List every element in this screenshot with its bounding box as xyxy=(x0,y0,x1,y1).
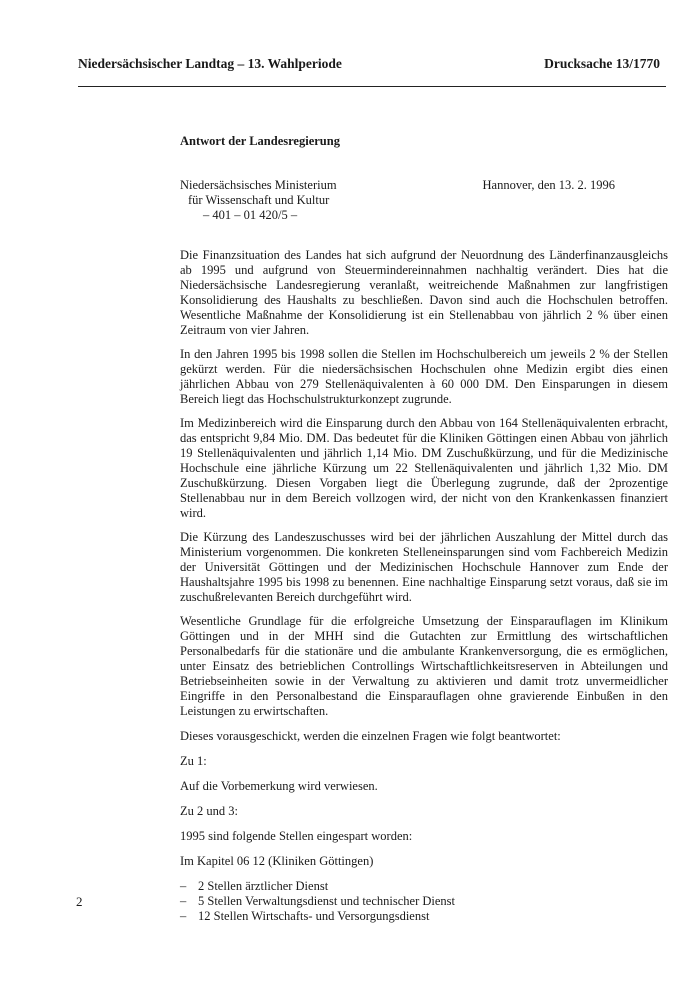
sender-line-ministry: Niedersächsisches Ministerium xyxy=(180,178,337,192)
list-item: – 12 Stellen Wirtschafts- und Versorgungsdienst xyxy=(180,909,668,924)
list-item: – 5 Stellen Verwaltungsdienst und technischer Dienst xyxy=(180,894,668,909)
page-number: 2 xyxy=(76,894,83,909)
intro-text: Dieses vorausgeschickt, werden die einzelnen Fragen wie folgt beantwortet: xyxy=(180,729,561,743)
paragraph: In den Jahren 1995 bis 1998 sollen die Stellen im Hochschulbereich um jeweils 2 % der Stellen gekürzt werden. Für die niedersächsischen Hochschulen ohne Medizin ergibt dies einen jährlichen Abbau von 279 Stellenäquivalenten à 60 000 DM. Den Einsparungen in diesem Bereich liegt das Hochschulstrukturkonzept zugrunde. xyxy=(180,347,668,406)
sender-line-reference: – 401 – 01 420/5 – xyxy=(203,208,298,222)
list-item: – 2 Stellen ärztlicher Dienst xyxy=(180,879,668,894)
question-2-3-heading: Zu 2 und 3: xyxy=(180,804,238,818)
header-document-number: Drucksache 13/1770 xyxy=(544,56,660,71)
paragraph: Die Finanzsituation des Landes hat sich aufgrund der Neuordnung des Länderfinanzausgleichs ab 1995 und aufgrund von Steuermindereinnahmen nachhaltig verändert. Dies hat die Niedersächsische Landesregierung veranlaßt, weitreichende Maßnahmen zur langfristigen Konsolidierung des Haushalts zu beschließen. Davon sind auch die Hochschulen betroffen. Wesentliche Maßnahme der Konsolidierung ist ein Stellenabbau von jährlich 2 % über einen Zeitraum von vier Jahren. xyxy=(180,248,668,337)
paragraph: Im Medizinbereich wird die Einsparung durch den Abbau von 164 Stellenäquivalenten erbracht, das entspricht 9,84 Mio. DM. Das bedeutet für die Kliniken Göttingen einen Abbau von jährlich 19 Stellenäquivalenten und jährlich 1,14 Mio. DM Zuschußkürzung, und für die Medizinische Hochschule eine jährliche Kürzung um 22 Stellenäquivalenten und jährlich 1,32 Mio. DM Zuschußkürzung. Diesen Vorgaben liegt die Überlegung zugrunde, daß der 2prozentige Stellenabbau nur in dem Bereich vollzogen wird, der nicht von den Krankenkassen finanziert wird. xyxy=(180,416,668,520)
answer-2-3: 1995 sind folgende Stellen eingespart worden: xyxy=(180,829,413,843)
header-parliament: Niedersächsischer Landtag – 13. Wahlperiode xyxy=(78,56,342,71)
question-1-heading: Zu 1: xyxy=(180,754,207,768)
position-list xyxy=(180,879,668,924)
sender-line-department: für Wissenschaft und Kultur xyxy=(188,193,330,207)
answer-1: Auf die Vorbemerkung wird verwiesen. xyxy=(180,779,378,793)
paragraph: Die Kürzung des Landeszuschusses wird bei der jährlichen Auszahlung der Mittel durch das Ministerium vorgenommen. Die konkreten Stelleneinsparungen sind vom Fachbereich Medizin der Universität Göttingen und der Medizinischen Hochschule Hannover zum Ende der Haushaltsjahre 1995 bis 1998 zu benennen. Eine nachhaltige Einsparung setzt voraus, daß sie im zuschußrelevanten Bereich durchgeführt wird. xyxy=(180,530,668,604)
page-header xyxy=(78,56,660,78)
sender-block xyxy=(180,178,337,223)
document-title: Antwort der Landesregierung xyxy=(180,134,340,148)
chapter-heading: Im Kapitel 06 12 (Kliniken Göttingen) xyxy=(180,854,374,868)
document-body xyxy=(180,248,668,924)
header-rule xyxy=(78,86,666,87)
dateline: Hannover, den 13. 2. 1996 xyxy=(482,178,615,192)
paragraph: Wesentliche Grundlage für die erfolgreiche Umsetzung der Einsparauflagen im Klinikum Göttingen und in der MHH sind die Gutachten zur Ermittlung des wirtschaftlichen Personalbedarfs für die stationäre und die ambulante Krankenversorgung, die es ermöglichen, unter Einsatz des betrieblichen Controllings Wirtschaftlichkeitsreserven in Abteilungen und Betriebseinheiten sowie in der Verwaltung zu aktivieren und damit trotz unvermeidlicher Eingriffe in den Personalbestand die Einsparauflagen ohne gravierende Einbußen in den Leistungen zu erwirtschaften. xyxy=(180,614,668,718)
